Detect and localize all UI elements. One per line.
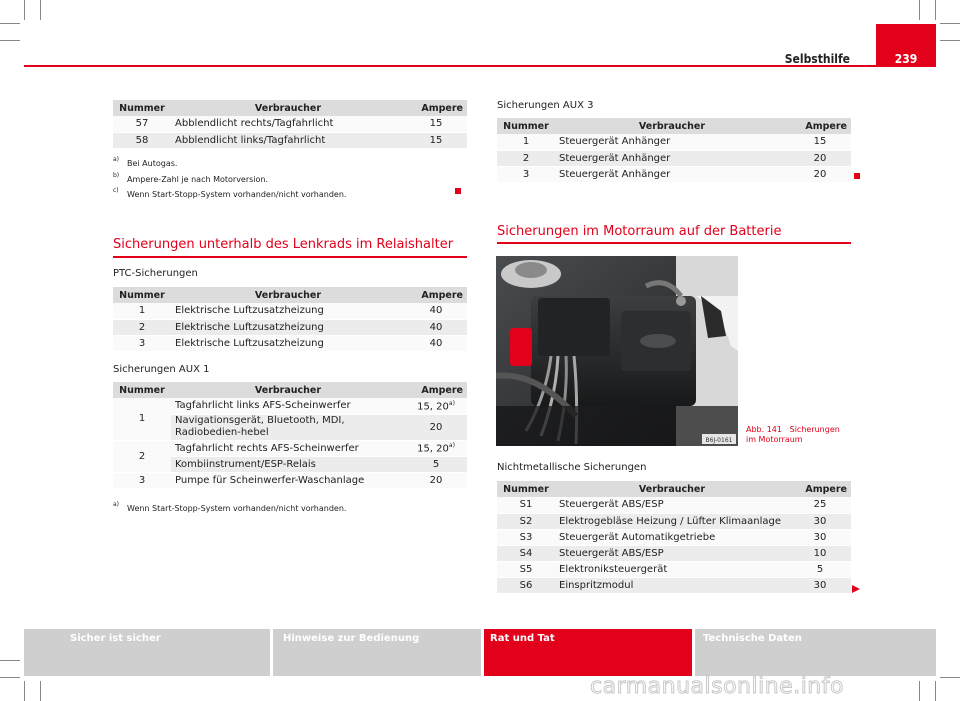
cell-ampere: 30 (789, 577, 851, 593)
cell-consumer: Abblendlicht rechts/Tagfahrlicht (171, 116, 405, 132)
fuse-table-aux3 (497, 118, 851, 183)
cell-ampere (405, 398, 467, 414)
table-row (497, 577, 851, 593)
cell-consumer: Kombiinstrument/ESP-Relais (171, 456, 405, 472)
col-header: Nummer (497, 481, 555, 497)
cell-consumer: Elektrische Luftzusatzheizung (171, 335, 405, 351)
table-row (497, 134, 851, 150)
cell-ampere: 20 (789, 166, 851, 182)
fuse-table-top (113, 100, 467, 149)
table-row (113, 132, 467, 148)
crop-mark (24, 681, 25, 701)
footnote-mark: b) (113, 172, 120, 179)
col-header: Ampere (405, 287, 467, 303)
table-row (113, 303, 467, 319)
crop-mark (919, 681, 920, 701)
table-row (113, 440, 467, 456)
table-row (497, 166, 851, 182)
cell-number: S5 (497, 561, 555, 577)
footnote-text: Bei Autogas. (127, 159, 178, 168)
footnote-mark: a) (113, 156, 120, 163)
subsection-heading: Sicherungen AUX 3 (497, 100, 594, 111)
col-header: Nummer (113, 382, 171, 398)
table-row (113, 319, 467, 335)
cell-ampere: 40 (405, 319, 467, 335)
cell-ampere (405, 440, 467, 456)
cell-consumer: Elektrogebläse Heizung / Lüfter Klimaanlage (555, 513, 789, 529)
col-header: Verbraucher (171, 382, 405, 398)
cell-number: 3 (497, 166, 555, 182)
crop-mark (935, 0, 936, 20)
crop-mark (40, 681, 41, 701)
cell-ampere: 15 (405, 132, 467, 148)
cell-consumer: Steuergerät ABS/ESP (555, 545, 789, 561)
crop-mark (24, 0, 25, 20)
figure-caption-text: im Motorraum (746, 435, 803, 444)
figure-caption (746, 425, 840, 445)
table-row (497, 529, 851, 545)
tab-technische-daten[interactable]: Technische Daten (695, 629, 936, 676)
ampere-value: 15, 20 (417, 400, 449, 412)
table-row (497, 497, 851, 513)
figure-code: B6J-0161 (705, 437, 733, 444)
footnote-ref: a) (448, 399, 455, 407)
cell-consumer: Steuergerät Anhänger (555, 150, 789, 166)
figure-label: Abb. 141 (746, 425, 782, 434)
col-header: Verbraucher (171, 100, 405, 116)
cell-number: S1 (497, 497, 555, 513)
subsection-heading: Nichtmetallische Sicherungen (497, 462, 647, 473)
table-row (497, 545, 851, 561)
cell-ampere: 5 (789, 561, 851, 577)
tab-hinweise-zur-bedienung[interactable]: Hinweise zur Bedienung (273, 629, 481, 676)
cell-consumer: Steuergerät ABS/ESP (555, 497, 789, 513)
section-heading: Sicherungen unterhalb des Lenkrads im Relaishalter (113, 237, 454, 252)
continue-arrow-icon (851, 584, 861, 594)
cell-number: 2 (113, 319, 171, 335)
cell-number: 3 (113, 335, 171, 351)
col-header: Verbraucher (555, 481, 789, 497)
cell-ampere: 20 (789, 150, 851, 166)
cell-ampere: 10 (789, 545, 851, 561)
crop-mark (919, 0, 920, 20)
tab-rat-und-tat[interactable]: Rat und Tat (484, 629, 692, 676)
cell-ampere: 30 (789, 513, 851, 529)
crop-mark (0, 40, 20, 41)
crop-mark (935, 681, 936, 701)
col-header: Nummer (113, 100, 171, 116)
crop-mark (940, 40, 960, 41)
end-marker (854, 173, 860, 179)
crop-mark (0, 23, 20, 24)
cell-ampere: 5 (405, 456, 467, 472)
cell-consumer: Tagfahrlicht links AFS-Scheinwerfer (171, 398, 405, 414)
page-title: Selbsthilfe (784, 52, 850, 66)
cell-consumer: Elektrische Luftzusatzheizung (171, 303, 405, 319)
cell-consumer: Elektrische Luftzusatzheizung (171, 319, 405, 335)
cell-ampere: 15 (405, 116, 467, 132)
cell-consumer: Steuergerät Automatikgetriebe (555, 529, 789, 545)
table-row (113, 398, 467, 414)
cell-number: 1 (497, 134, 555, 150)
col-header: Nummer (497, 118, 555, 134)
col-header: Ampere (789, 481, 851, 497)
crop-mark (0, 677, 20, 678)
fuse-table-aux1 (113, 382, 467, 489)
watermark: carmanualsonline.info (590, 674, 844, 699)
col-header: Verbraucher (171, 287, 405, 303)
cell-consumer: Navigationsgerät, Bluetooth, MDI, Radiobedien-hebel (171, 414, 405, 440)
end-marker (455, 188, 461, 194)
cell-ampere: 25 (789, 497, 851, 513)
cell-consumer: Steuergerät Anhänger (555, 166, 789, 182)
subsection-heading: Sicherungen AUX 1 (113, 364, 210, 375)
col-header: Ampere (405, 100, 467, 116)
cell-consumer: Pumpe für Scheinwerfer-Waschanlage (171, 472, 405, 488)
cell-ampere: 20 (405, 472, 467, 488)
subsection-heading: PTC-Sicherungen (113, 268, 198, 279)
engine-bay-photo (496, 256, 738, 446)
table-row (497, 150, 851, 166)
footnote-mark: a) (113, 501, 120, 508)
cell-number: S2 (497, 513, 555, 529)
table-row (497, 513, 851, 529)
footnote-mark: c) (113, 187, 119, 194)
cell-ampere: 30 (789, 529, 851, 545)
fuse-table-nonmetal (497, 481, 851, 594)
crop-mark (0, 660, 20, 661)
cell-consumer: Einspritzmodul (555, 577, 789, 593)
cell-number: 57 (113, 116, 171, 132)
cell-ampere: 15 (789, 134, 851, 150)
section-rule (497, 242, 851, 244)
col-header: Ampere (789, 118, 851, 134)
cell-consumer: Tagfahrlicht rechts AFS-Scheinwerfer (171, 440, 405, 456)
cell-number: S6 (497, 577, 555, 593)
figure-caption-text: Sicherungen (789, 425, 840, 434)
section-rule (113, 256, 467, 258)
cell-consumer: Elektroniksteuergerät (555, 561, 789, 577)
cell-number: 1 (113, 303, 171, 319)
table-row (497, 561, 851, 577)
cell-number: S4 (497, 545, 555, 561)
cell-ampere: 20 (405, 414, 467, 440)
col-header: Ampere (405, 382, 467, 398)
fuse-table-ptc (113, 287, 467, 352)
footnote-ref: a) (448, 441, 455, 449)
col-header: Nummer (113, 287, 171, 303)
cell-number: 1 (113, 398, 171, 440)
crop-mark (40, 0, 41, 20)
footnote-text: Ampere-Zahl je nach Motorversion. (127, 175, 269, 184)
cell-consumer: Steuergerät Anhänger (555, 134, 789, 150)
cell-consumer: Abblendlicht links/Tagfahrlicht (171, 132, 405, 148)
cell-number: 3 (113, 472, 171, 488)
cell-ampere: 40 (405, 335, 467, 351)
tab-sicher-ist-sicher[interactable]: Sicher ist sicher (24, 629, 270, 676)
cell-number: S3 (497, 529, 555, 545)
cell-number: 2 (497, 150, 555, 166)
cell-ampere: 40 (405, 303, 467, 319)
engine-bay-illustration (496, 256, 738, 446)
ampere-value: 15, 20 (417, 443, 449, 455)
table-row (113, 116, 467, 132)
section-heading: Sicherungen im Motorraum auf der Batterie (497, 224, 782, 239)
crop-mark (940, 23, 960, 24)
footnote-text: Wenn Start-Stopp-System vorhanden/nicht vorhanden. (127, 504, 347, 513)
col-header: Verbraucher (555, 118, 789, 134)
footnote-text: Wenn Start-Stopp-System vorhanden/nicht vorhanden. (127, 190, 347, 199)
cell-number: 2 (113, 440, 171, 472)
table-row (113, 335, 467, 351)
table-row (113, 472, 467, 488)
cell-number: 58 (113, 132, 171, 148)
page-number: 239 (894, 52, 918, 66)
crop-mark (940, 677, 960, 678)
